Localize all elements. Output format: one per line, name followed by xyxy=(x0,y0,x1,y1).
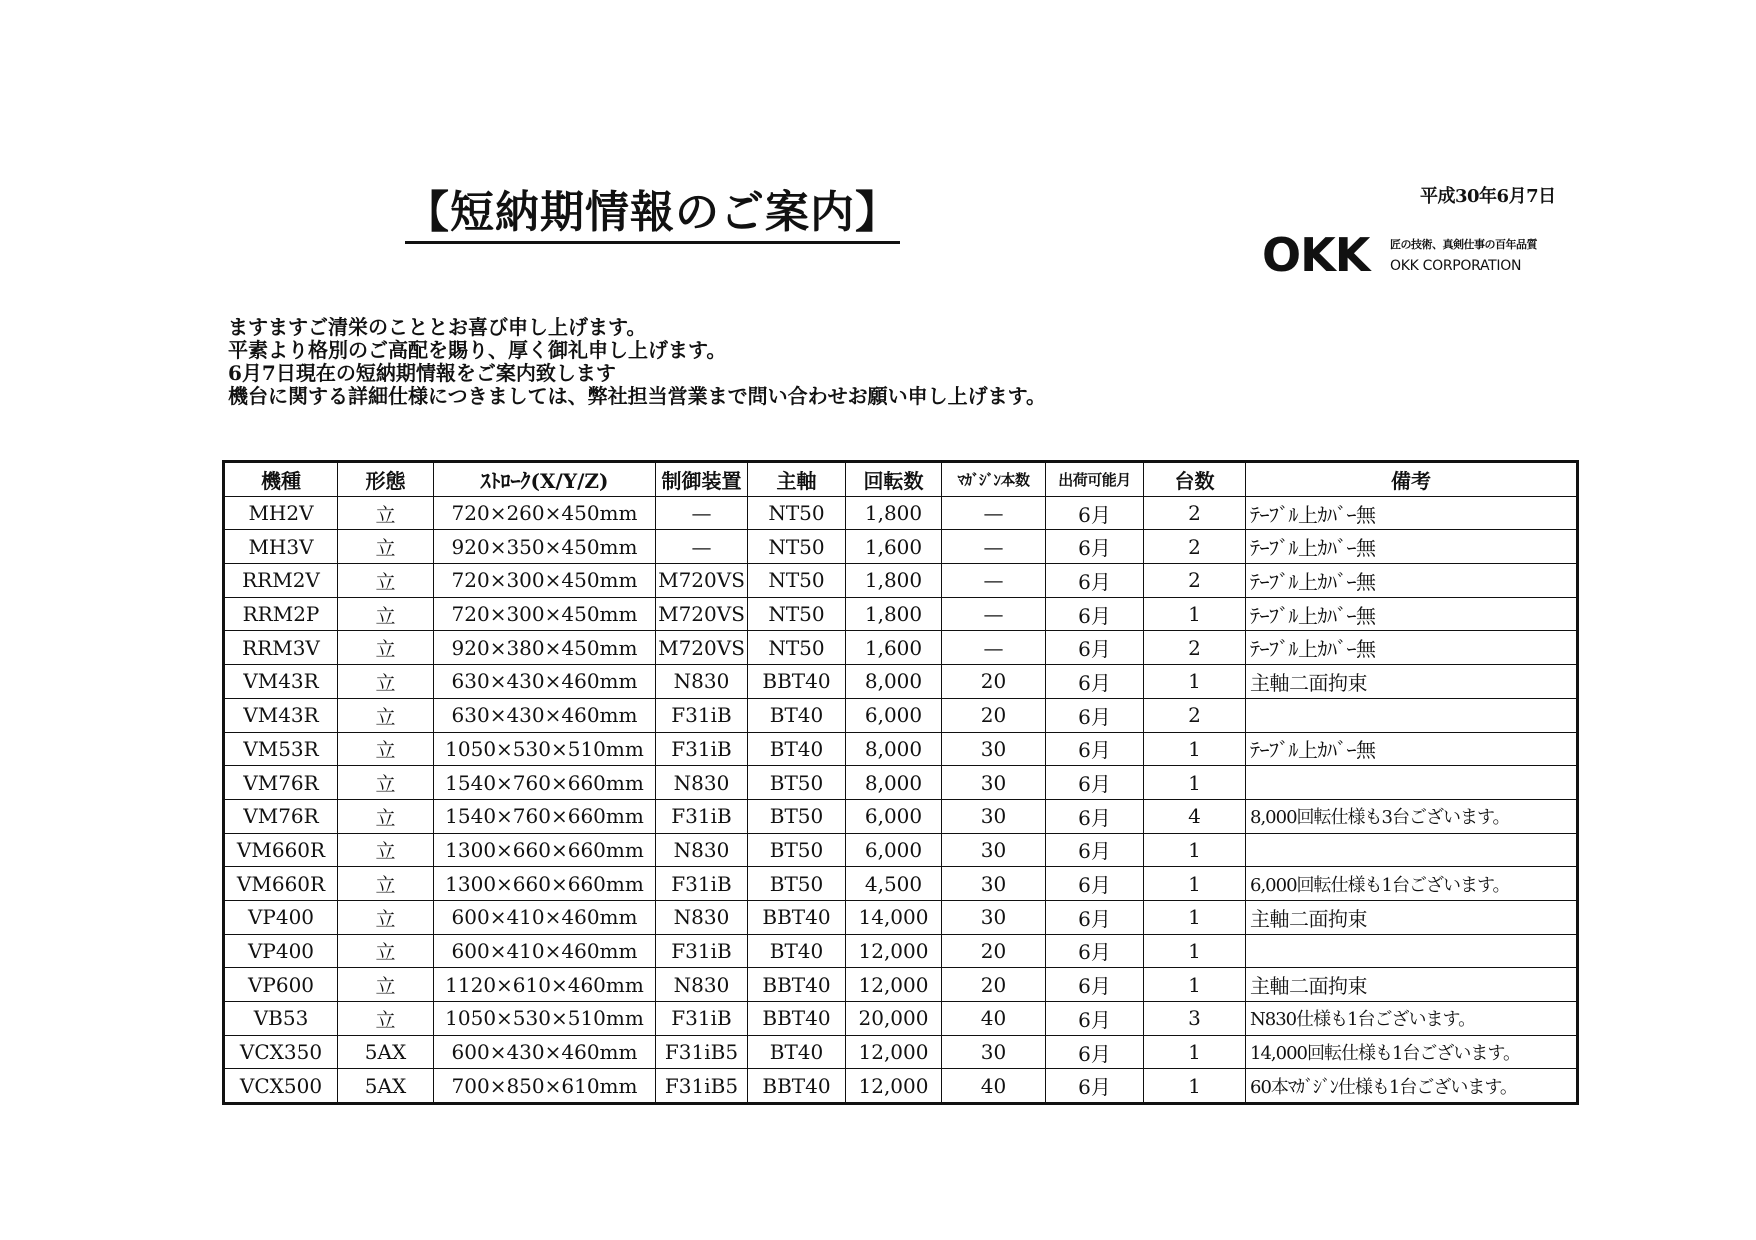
cell-stroke: 630×430×460mm xyxy=(434,665,656,699)
table-row xyxy=(224,799,1578,833)
cell-type: 立 xyxy=(338,799,434,833)
cell-ship-month: 6月 xyxy=(1046,1069,1144,1104)
cell-type: 立 xyxy=(338,732,434,766)
cell-model: VP400 xyxy=(224,900,338,934)
intro-paragraph xyxy=(228,316,1428,408)
cell-units: 4 xyxy=(1144,799,1246,833)
cell-type: 5AX xyxy=(338,1035,434,1069)
cell-rpm: 8,000 xyxy=(846,766,942,800)
cell-rpm: 8,000 xyxy=(846,732,942,766)
cell-units: 1 xyxy=(1144,1035,1246,1069)
cell-spindle: BT50 xyxy=(748,766,846,800)
cell-magazine: — xyxy=(942,496,1046,530)
cell-ship-month: 6月 xyxy=(1046,564,1144,598)
intro-line: 機台に関する詳細仕様につきましては、弊社担当営業まで問い合わせお願い申し上げます。 xyxy=(228,384,1046,408)
cell-rpm: 4,500 xyxy=(846,867,942,901)
cell-rpm: 12,000 xyxy=(846,934,942,968)
cell-units: 2 xyxy=(1144,530,1246,564)
cell-remarks: 主軸二面拘束 xyxy=(1246,968,1578,1002)
cell-rpm: 1,800 xyxy=(846,597,942,631)
table-row xyxy=(224,867,1578,901)
cell-controller: N830 xyxy=(656,900,748,934)
header-rpm: 回転数 xyxy=(846,462,942,497)
cell-rpm: 12,000 xyxy=(846,968,942,1002)
cell-remarks xyxy=(1246,833,1578,867)
cell-units: 3 xyxy=(1144,1002,1246,1036)
cell-stroke: 1540×760×660mm xyxy=(434,766,656,800)
cell-model: MH2V xyxy=(224,496,338,530)
cell-remarks xyxy=(1246,934,1578,968)
cell-remarks: ﾃｰﾌﾞﾙ上ｶﾊﾞｰ無 xyxy=(1246,496,1578,530)
cell-spindle: NT50 xyxy=(748,564,846,598)
company-logo xyxy=(1262,228,1537,282)
cell-controller: M720VS xyxy=(656,631,748,665)
cell-controller: F31iB xyxy=(656,732,748,766)
header-model: 機種 xyxy=(224,462,338,497)
cell-magazine: 30 xyxy=(942,732,1046,766)
cell-magazine: — xyxy=(942,564,1046,598)
cell-spindle: BT40 xyxy=(748,732,846,766)
table-row xyxy=(224,698,1578,732)
cell-type: 立 xyxy=(338,698,434,732)
cell-controller: F31iB xyxy=(656,934,748,968)
cell-ship-month: 6月 xyxy=(1046,968,1144,1002)
cell-spindle: BT50 xyxy=(748,799,846,833)
cell-model: VP600 xyxy=(224,968,338,1002)
table-row xyxy=(224,900,1578,934)
cell-ship-month: 6月 xyxy=(1046,530,1144,564)
cell-spindle: BT50 xyxy=(748,867,846,901)
cell-controller: F31iB xyxy=(656,867,748,901)
document-date: 平成30年6月7日 xyxy=(1420,186,1556,207)
cell-type: 立 xyxy=(338,530,434,564)
cell-controller: F31iB xyxy=(656,799,748,833)
cell-magazine: — xyxy=(942,530,1046,564)
cell-stroke: 920×380×450mm xyxy=(434,631,656,665)
cell-spindle: BT40 xyxy=(748,1035,846,1069)
table-row xyxy=(224,1002,1578,1036)
cell-spindle: BT50 xyxy=(748,833,846,867)
cell-ship-month: 6月 xyxy=(1046,631,1144,665)
cell-type: 立 xyxy=(338,833,434,867)
table-body xyxy=(224,496,1578,1103)
cell-stroke: 720×300×450mm xyxy=(434,564,656,598)
cell-spindle: NT50 xyxy=(748,597,846,631)
cell-model: VB53 xyxy=(224,1002,338,1036)
header-ship-month: 出荷可能月 xyxy=(1046,462,1144,497)
cell-ship-month: 6月 xyxy=(1046,867,1144,901)
intro-line: ますますご清栄のこととお喜び申し上げます。 xyxy=(228,315,647,339)
cell-magazine: 20 xyxy=(942,665,1046,699)
cell-stroke: 1050×530×510mm xyxy=(434,732,656,766)
cell-spindle: NT50 xyxy=(748,530,846,564)
cell-magazine: 30 xyxy=(942,799,1046,833)
cell-units: 1 xyxy=(1144,833,1246,867)
cell-units: 1 xyxy=(1144,665,1246,699)
cell-model: RRM2V xyxy=(224,564,338,598)
cell-type: 立 xyxy=(338,766,434,800)
cell-model: VM53R xyxy=(224,732,338,766)
cell-remarks: ﾃｰﾌﾞﾙ上ｶﾊﾞｰ無 xyxy=(1246,530,1578,564)
cell-rpm: 8,000 xyxy=(846,665,942,699)
cell-controller: M720VS xyxy=(656,597,748,631)
cell-units: 2 xyxy=(1144,564,1246,598)
table-row xyxy=(224,496,1578,530)
cell-remarks: 8,000回転仕様も3台ございます。 xyxy=(1246,799,1578,833)
cell-rpm: 12,000 xyxy=(846,1069,942,1104)
cell-units: 2 xyxy=(1144,698,1246,732)
table-row xyxy=(224,530,1578,564)
cell-ship-month: 6月 xyxy=(1046,833,1144,867)
cell-ship-month: 6月 xyxy=(1046,934,1144,968)
cell-rpm: 12,000 xyxy=(846,1035,942,1069)
cell-spindle: NT50 xyxy=(748,496,846,530)
cell-ship-month: 6月 xyxy=(1046,732,1144,766)
cell-ship-month: 6月 xyxy=(1046,698,1144,732)
cell-stroke: 600×410×460mm xyxy=(434,900,656,934)
cell-units: 1 xyxy=(1144,1069,1246,1104)
cell-type: 立 xyxy=(338,665,434,699)
cell-controller: M720VS xyxy=(656,564,748,598)
cell-model: RRM3V xyxy=(224,631,338,665)
cell-rpm: 1,800 xyxy=(846,496,942,530)
logo-tagline: 匠の技術、真剣仕事の百年品質 xyxy=(1390,238,1537,251)
header-remarks: 備考 xyxy=(1246,462,1578,497)
table-row xyxy=(224,968,1578,1002)
cell-magazine: — xyxy=(942,631,1046,665)
cell-controller: N830 xyxy=(656,665,748,699)
document-title: 【短納期情報のご案内】 xyxy=(405,188,900,244)
cell-model: MH3V xyxy=(224,530,338,564)
cell-model: VCX350 xyxy=(224,1035,338,1069)
cell-ship-month: 6月 xyxy=(1046,1035,1144,1069)
cell-remarks: ﾃｰﾌﾞﾙ上ｶﾊﾞｰ無 xyxy=(1246,732,1578,766)
intro-line: 平素より格別のご高配を賜り、厚く御礼申し上げます。 xyxy=(228,338,727,362)
cell-rpm: 6,000 xyxy=(846,833,942,867)
cell-type: 立 xyxy=(338,496,434,530)
table-row xyxy=(224,1035,1578,1069)
cell-type: 立 xyxy=(338,631,434,665)
cell-magazine: 20 xyxy=(942,934,1046,968)
cell-controller: F31iB5 xyxy=(656,1035,748,1069)
table-row xyxy=(224,597,1578,631)
cell-magazine: — xyxy=(942,597,1046,631)
cell-units: 1 xyxy=(1144,597,1246,631)
cell-stroke: 1300×660×660mm xyxy=(434,833,656,867)
cell-remarks xyxy=(1246,698,1578,732)
cell-model: VM660R xyxy=(224,867,338,901)
cell-rpm: 1,600 xyxy=(846,530,942,564)
cell-ship-month: 6月 xyxy=(1046,665,1144,699)
intro-line: 6月7日現在の短納期情報をご案内致します xyxy=(228,361,616,385)
cell-remarks: 主軸二面拘束 xyxy=(1246,665,1578,699)
cell-stroke: 1120×610×460mm xyxy=(434,968,656,1002)
cell-ship-month: 6月 xyxy=(1046,799,1144,833)
header-type: 形態 xyxy=(338,462,434,497)
cell-ship-month: 6月 xyxy=(1046,597,1144,631)
logo-mark: OKK xyxy=(1262,228,1370,282)
cell-magazine: 30 xyxy=(942,833,1046,867)
cell-model: VM76R xyxy=(224,799,338,833)
cell-magazine: 30 xyxy=(942,867,1046,901)
cell-model: VCX500 xyxy=(224,1069,338,1104)
cell-spindle: BBT40 xyxy=(748,900,846,934)
cell-stroke: 1540×760×660mm xyxy=(434,799,656,833)
cell-units: 1 xyxy=(1144,934,1246,968)
cell-controller: F31iB xyxy=(656,698,748,732)
cell-stroke: 920×350×450mm xyxy=(434,530,656,564)
cell-rpm: 6,000 xyxy=(846,799,942,833)
cell-stroke: 600×430×460mm xyxy=(434,1035,656,1069)
cell-remarks: 6,000回転仕様も1台ございます。 xyxy=(1246,867,1578,901)
cell-type: 立 xyxy=(338,934,434,968)
cell-units: 1 xyxy=(1144,900,1246,934)
cell-remarks xyxy=(1246,766,1578,800)
machine-availability-table xyxy=(222,460,1579,1105)
cell-controller: N830 xyxy=(656,968,748,1002)
cell-spindle: BBT40 xyxy=(748,1002,846,1036)
cell-remarks: ﾃｰﾌﾞﾙ上ｶﾊﾞｰ無 xyxy=(1246,564,1578,598)
cell-ship-month: 6月 xyxy=(1046,1002,1144,1036)
table-header-row xyxy=(224,462,1578,497)
cell-type: 立 xyxy=(338,900,434,934)
cell-spindle: BBT40 xyxy=(748,665,846,699)
cell-controller: N830 xyxy=(656,833,748,867)
cell-stroke: 720×300×450mm xyxy=(434,597,656,631)
cell-type: 立 xyxy=(338,867,434,901)
cell-model: VM43R xyxy=(224,665,338,699)
cell-rpm: 20,000 xyxy=(846,1002,942,1036)
cell-spindle: BT40 xyxy=(748,698,846,732)
cell-model: VM76R xyxy=(224,766,338,800)
cell-stroke: 600×410×460mm xyxy=(434,934,656,968)
cell-controller: — xyxy=(656,530,748,564)
cell-controller: — xyxy=(656,496,748,530)
cell-stroke: 700×850×610mm xyxy=(434,1069,656,1104)
cell-magazine: 20 xyxy=(942,698,1046,732)
cell-remarks: ﾃｰﾌﾞﾙ上ｶﾊﾞｰ無 xyxy=(1246,597,1578,631)
cell-model: VP400 xyxy=(224,934,338,968)
table-row xyxy=(224,833,1578,867)
cell-type: 立 xyxy=(338,597,434,631)
header-magazine: ﾏｶﾞｼﾞﾝ本数 xyxy=(942,462,1046,497)
table-row xyxy=(224,631,1578,665)
cell-rpm: 14,000 xyxy=(846,900,942,934)
cell-spindle: NT50 xyxy=(748,631,846,665)
table-row xyxy=(224,732,1578,766)
cell-magazine: 20 xyxy=(942,968,1046,1002)
table-row xyxy=(224,934,1578,968)
cell-stroke: 1050×530×510mm xyxy=(434,1002,656,1036)
cell-magazine: 30 xyxy=(942,900,1046,934)
cell-rpm: 6,000 xyxy=(846,698,942,732)
cell-units: 1 xyxy=(1144,867,1246,901)
header-units: 台数 xyxy=(1144,462,1246,497)
cell-units: 1 xyxy=(1144,968,1246,1002)
cell-magazine: 30 xyxy=(942,1035,1046,1069)
cell-units: 1 xyxy=(1144,766,1246,800)
cell-remarks: 14,000回転仕様も1台ございます。 xyxy=(1246,1035,1578,1069)
cell-remarks: N830仕様も1台ございます。 xyxy=(1246,1002,1578,1036)
header-controller: 制御装置 xyxy=(656,462,748,497)
cell-units: 2 xyxy=(1144,631,1246,665)
cell-stroke: 630×430×460mm xyxy=(434,698,656,732)
cell-ship-month: 6月 xyxy=(1046,766,1144,800)
cell-type: 立 xyxy=(338,1002,434,1036)
logo-corporation: OKK CORPORATION xyxy=(1390,258,1522,274)
cell-controller: F31iB5 xyxy=(656,1069,748,1104)
cell-spindle: BBT40 xyxy=(748,1069,846,1104)
cell-remarks: ﾃｰﾌﾞﾙ上ｶﾊﾞｰ無 xyxy=(1246,631,1578,665)
cell-magazine: 30 xyxy=(942,766,1046,800)
cell-type: 立 xyxy=(338,564,434,598)
cell-units: 1 xyxy=(1144,732,1246,766)
cell-type: 5AX xyxy=(338,1069,434,1104)
cell-stroke: 720×260×450mm xyxy=(434,496,656,530)
cell-rpm: 1,600 xyxy=(846,631,942,665)
cell-controller: N830 xyxy=(656,766,748,800)
cell-stroke: 1300×660×660mm xyxy=(434,867,656,901)
table-row xyxy=(224,1069,1578,1104)
cell-magazine: 40 xyxy=(942,1069,1046,1104)
cell-type: 立 xyxy=(338,968,434,1002)
cell-units: 2 xyxy=(1144,496,1246,530)
table-row xyxy=(224,564,1578,598)
cell-model: VM660R xyxy=(224,833,338,867)
table-row xyxy=(224,766,1578,800)
cell-remarks: 60本ﾏｶﾞｼﾞﾝ仕様も1台ございます。 xyxy=(1246,1069,1578,1104)
table-row xyxy=(224,665,1578,699)
header-spindle: 主軸 xyxy=(748,462,846,497)
cell-model: RRM2P xyxy=(224,597,338,631)
header-stroke: ｽﾄﾛｰｸ(X/Y/Z) xyxy=(434,462,656,497)
cell-ship-month: 6月 xyxy=(1046,900,1144,934)
cell-spindle: BT40 xyxy=(748,934,846,968)
cell-remarks: 主軸二面拘束 xyxy=(1246,900,1578,934)
cell-rpm: 1,800 xyxy=(846,564,942,598)
cell-ship-month: 6月 xyxy=(1046,496,1144,530)
cell-magazine: 40 xyxy=(942,1002,1046,1036)
cell-controller: F31iB xyxy=(656,1002,748,1036)
cell-spindle: BBT40 xyxy=(748,968,846,1002)
cell-model: VM43R xyxy=(224,698,338,732)
